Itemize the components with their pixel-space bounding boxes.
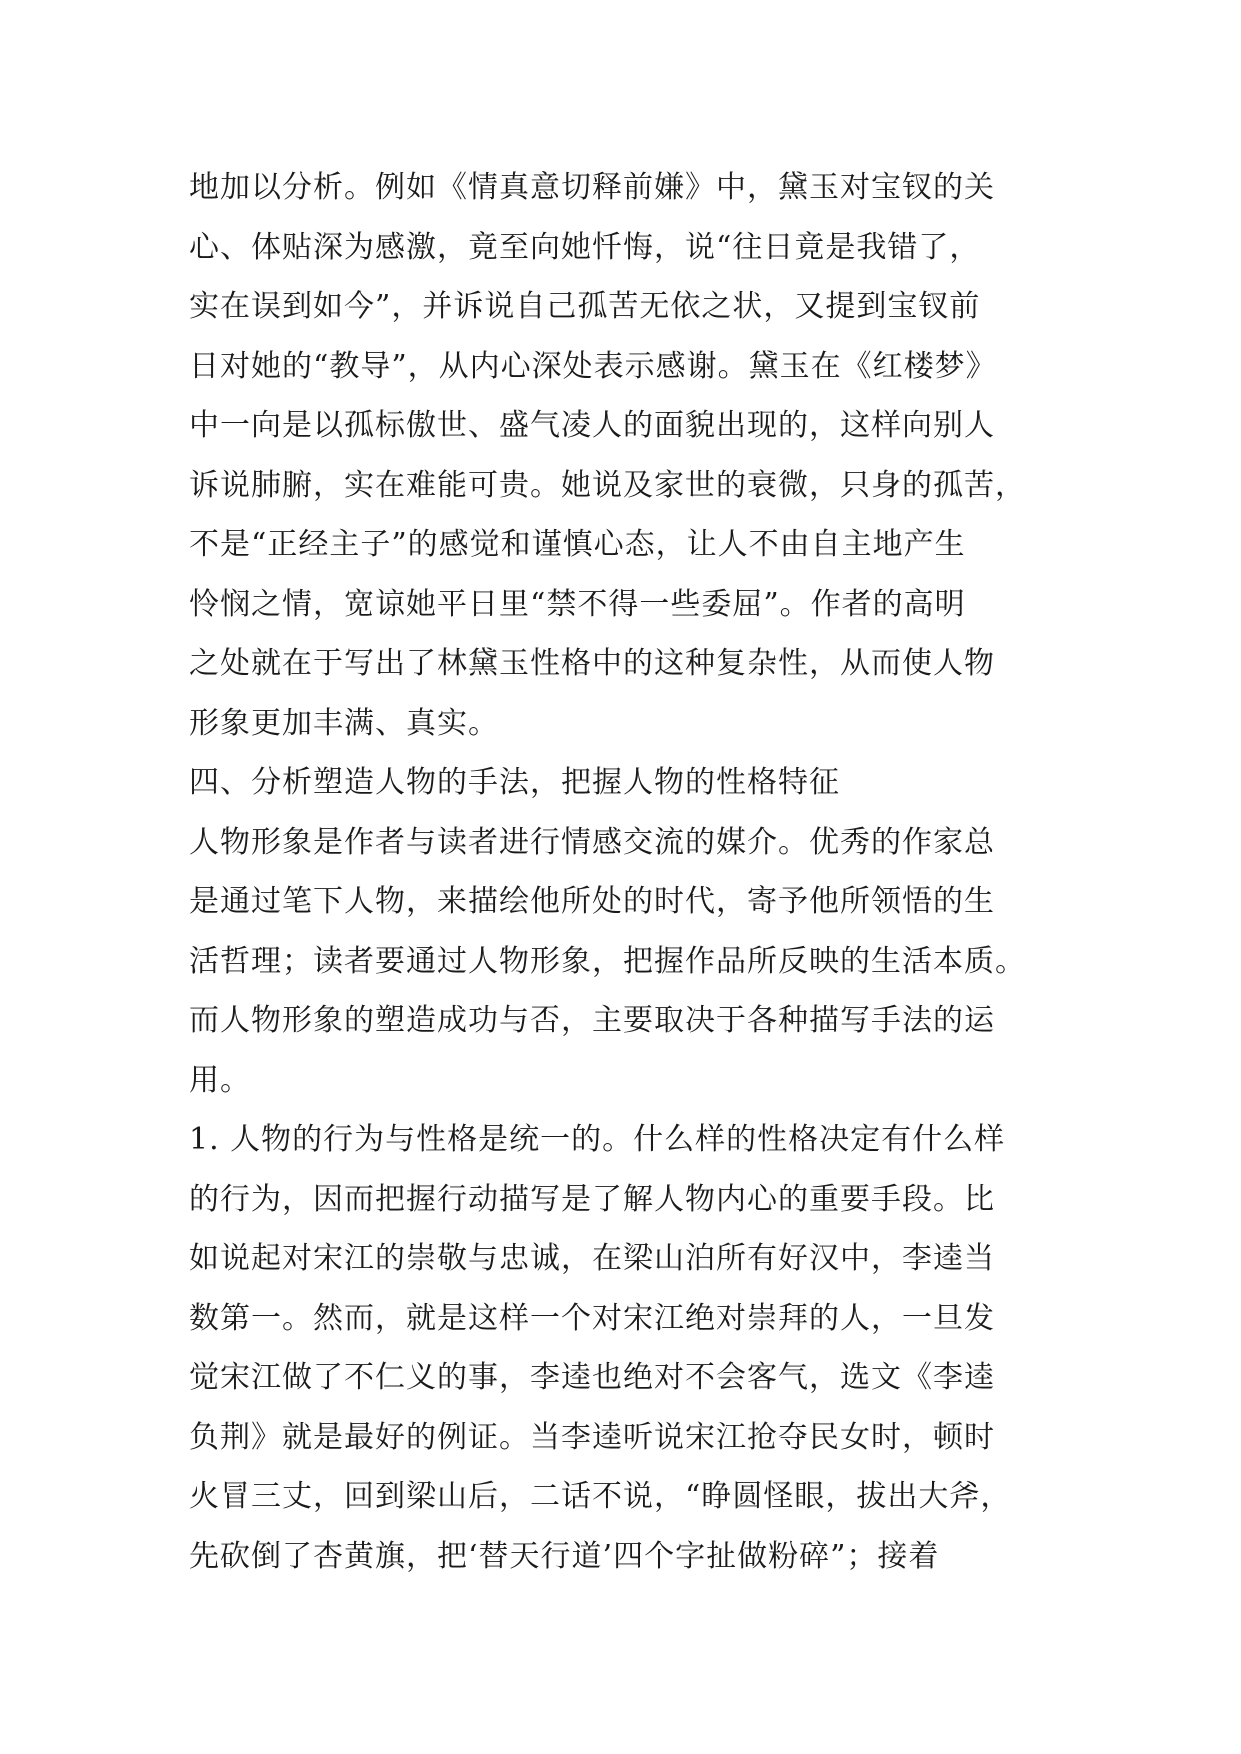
text-line: 的行为，因而把握行动描写是了解人物内心的重要手段。比 bbox=[189, 1181, 995, 1217]
text-line: 怜悯之情，宽谅她平日里“禁不得一些委屈”。作者的高明 bbox=[189, 586, 966, 622]
text-line: 形象更加丰满、真实。 bbox=[189, 705, 499, 741]
text-line: 觉宋江做了不仁义的事，李逵也绝对不会客气，选文《李逵 bbox=[189, 1360, 995, 1395]
text-line: 中一向是以孤标傲世、盛气凌人的面貌出现的，这样向别人 bbox=[189, 408, 995, 443]
text-line: 日对她的“教导”，从内心深处表示感谢。黛玉在《红楼梦》 bbox=[189, 348, 997, 384]
text-line: 先砍倒了杏黄旗，把‘替天行道’四个字扯做粉碎”；接着 bbox=[189, 1538, 940, 1574]
body-text bbox=[189, 158, 1069, 1586]
text-line: 火冒三丈，回到梁山后，二话不说，“睁圆怪眼，拔出大斧， bbox=[189, 1479, 1012, 1514]
text-line: 不是“正经主子”的感觉和谨慎心态，让人不由自主地产生 bbox=[189, 527, 966, 562]
text-line: 是通过笔下人物，来描绘他所处的时代，寄予他所领悟的生 bbox=[189, 884, 995, 919]
text-line: 诉说肺腑，实在难能可贵。她说及家世的衰微，只身的孤苦， bbox=[189, 467, 1026, 503]
text-line: 如说起对宋江的崇敬与忠诚，在梁山泊所有好汉中，李逵当 bbox=[189, 1241, 995, 1276]
text-line: 心、体贴深为感激，竟至向她忏悔，说“往日竟是我错了， bbox=[189, 229, 981, 265]
text-line: 负荆》就是最好的例证。当李逵听说宋江抢夺民女时，顿时 bbox=[189, 1419, 995, 1455]
text-line: 地加以分析。例如《情真意切释前嫌》中，黛玉对宝钗的关 bbox=[189, 170, 995, 205]
text-line: 而人物形象的塑造成功与否，主要取决于各种描写手法的运 bbox=[189, 1003, 995, 1038]
text-line: 1. 人物的行为与性格是统一的。什么样的性格决定有什么样 bbox=[189, 1122, 1006, 1157]
section-heading: 四、分析塑造人物的手法，把握人物的性格特征 bbox=[189, 765, 840, 800]
text-line: 用。 bbox=[189, 1062, 251, 1098]
text-line: 之处就在于写出了林黛玉性格中的这种复杂性，从而使人物 bbox=[189, 646, 995, 681]
text-line: 实在误到如今”，并诉说自己孤苦无依之状，又提到宝钗前 bbox=[189, 289, 981, 324]
text-line: 数第一。然而，就是这样一个对宋江绝对崇拜的人，一旦发 bbox=[189, 1300, 995, 1336]
text-line: 人物形象是作者与读者进行情感交流的媒介。优秀的作家总 bbox=[189, 824, 995, 860]
text-line: 活哲理；读者要通过人物形象，把握作品所反映的生活本质。 bbox=[189, 943, 1026, 979]
